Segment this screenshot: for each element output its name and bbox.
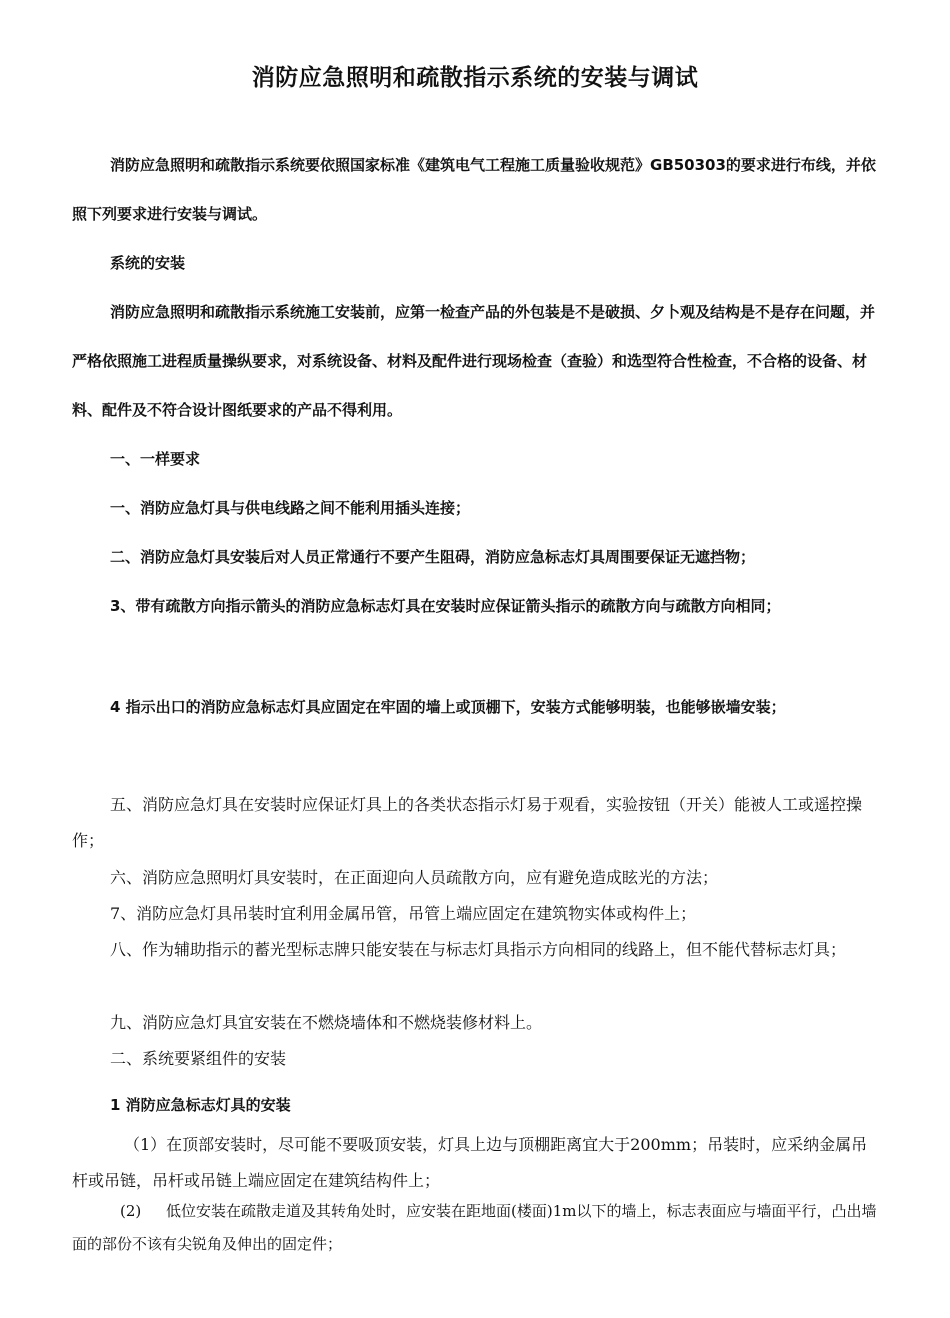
general-requirements-heading: 一、一样要求 <box>110 450 201 468</box>
section-heading-install: 系统的安装 <box>110 254 186 272</box>
item-1: （1）在顶部安装时，尽可能不要吸顶安装，灯具上边与顶棚距离宜大于200mm；吊装时，应采纳金属吊杆或吊链，吊杆或吊链上端应固定在建筑结构件上； <box>72 1135 868 1190</box>
subheading-sign-lamp: 1 消防应急标志灯具的安装 <box>110 1096 291 1114</box>
pre-install-paragraph: 消防应急照明和疏散指示系统施工安装前，应第一检查产品的外包装是不是破损、夕卜观及结构是不是存在问题，并严格依照施工进程质量操纵要求，对系统设备、材料及配件进行现场检查（查验）和选型符合性检查，不合格的设备、材料、配件及不符合设计图纸要求的产品不得利用。 <box>72 303 876 419</box>
rule-5: 五、消防应急灯具在安装时应保证灯具上的各类状态指示灯易于观看，实验按钮（开关）能被人工或遥控操作； <box>72 795 863 850</box>
rule-7: 7、消防应急灯具吊装时宜利用金属吊管，吊管上端应固定在建筑物实体或构件上； <box>110 904 697 923</box>
document-title: 消防应急照明和疏散指示系统的安装与调试 <box>251 65 699 91</box>
rule-8: 八、作为辅助指示的蓄光型标志牌只能安装在与标志灯具指示方向相同的线路上，但不能代替标志灯具； <box>110 940 847 959</box>
rule-4: 4 指示出口的消防应急标志灯具应固定在牢固的墙上或顶棚下，安装方式能够明装，也能够嵌墙安装； <box>110 698 786 716</box>
section-heading-components: 二、系统要紧组件的安装 <box>110 1049 287 1068</box>
item-2-text: 低位安装在疏散走道及其转角处时，应安装在距地面(楼面)1m以下的墙上，标志表面应与墙面平行，凸出墙面的部份不该有尖锐角及伸出的固定件； <box>72 1202 877 1253</box>
rule-2: 二、消防应急灯具安装后对人员正常通行不要产生阻碍，消防应急标志灯具周围要保证无遮挡物； <box>110 548 756 566</box>
rule-3: 3、带有疏散方向指示箭头的消防应急标志灯具在安装时应保证箭头指示的疏散方向与疏散方向相同； <box>110 597 781 615</box>
item-2-number: (2) <box>120 1202 142 1220</box>
rule-1: 一、消防应急灯具与供电线路之间不能利用插头连接； <box>110 499 471 517</box>
item-2 <box>72 1195 882 1261</box>
intro-paragraph: 消防应急照明和疏散指示系统要依照国家标准《建筑电气工程施工质量验收规范》GB50303的要求进行布线，并依照下列要求进行安装与调试。 <box>72 156 876 223</box>
rule-6: 六、消防应急照明灯具安装时，在正面迎向人员疏散方向，应有避免造成眩光的方法； <box>110 868 719 887</box>
rule-9: 九、消防应急灯具宜安装在不燃烧墙体和不燃烧装修材料上。 <box>110 1013 543 1032</box>
